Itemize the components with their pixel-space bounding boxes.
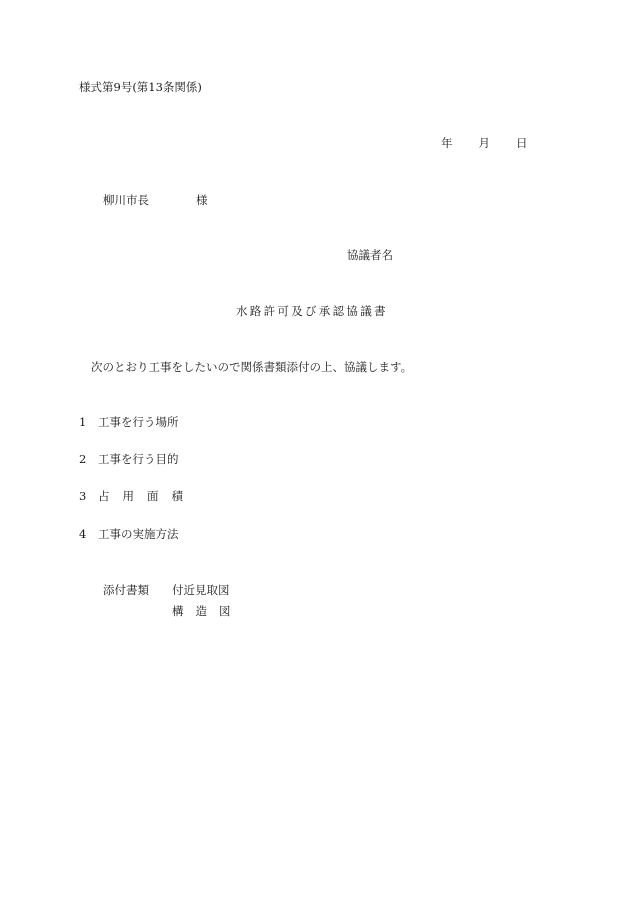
- date-day: 日: [516, 136, 528, 150]
- date-month: 月: [478, 136, 490, 150]
- attachment-document: 付近見取図: [172, 583, 230, 597]
- item-label: 占用面積: [98, 489, 196, 503]
- date-year: 年: [441, 136, 453, 150]
- negotiator-name-label: 協議者名: [347, 248, 393, 262]
- attachments-label: 添付書類: [103, 583, 149, 597]
- item-label: 工事の実施方法: [98, 527, 179, 541]
- item-label: 工事を行う目的: [98, 452, 179, 466]
- item-label: 工事を行う場所: [98, 415, 179, 429]
- item-number: 4: [79, 527, 87, 541]
- attachment-document: 構造図: [172, 604, 243, 618]
- list-item: [79, 454, 179, 466]
- item-number: 3: [79, 489, 87, 503]
- item-number: 2: [79, 452, 87, 466]
- list-item: [79, 417, 179, 429]
- addressee: [103, 195, 208, 207]
- body-text: 次のとおり工事をしたいので関係書類添付の上、協議します。: [91, 360, 413, 374]
- addressee-name: 柳川市長: [103, 193, 149, 207]
- list-item: [79, 529, 179, 541]
- item-number: 1: [79, 415, 87, 429]
- document-title: 水路許可及び承認協議書: [236, 304, 388, 318]
- form-number: 様式第9号(第13条関係): [79, 80, 202, 94]
- addressee-honorific: 様: [196, 193, 208, 207]
- date-line: [441, 138, 528, 150]
- list-item: [79, 491, 196, 503]
